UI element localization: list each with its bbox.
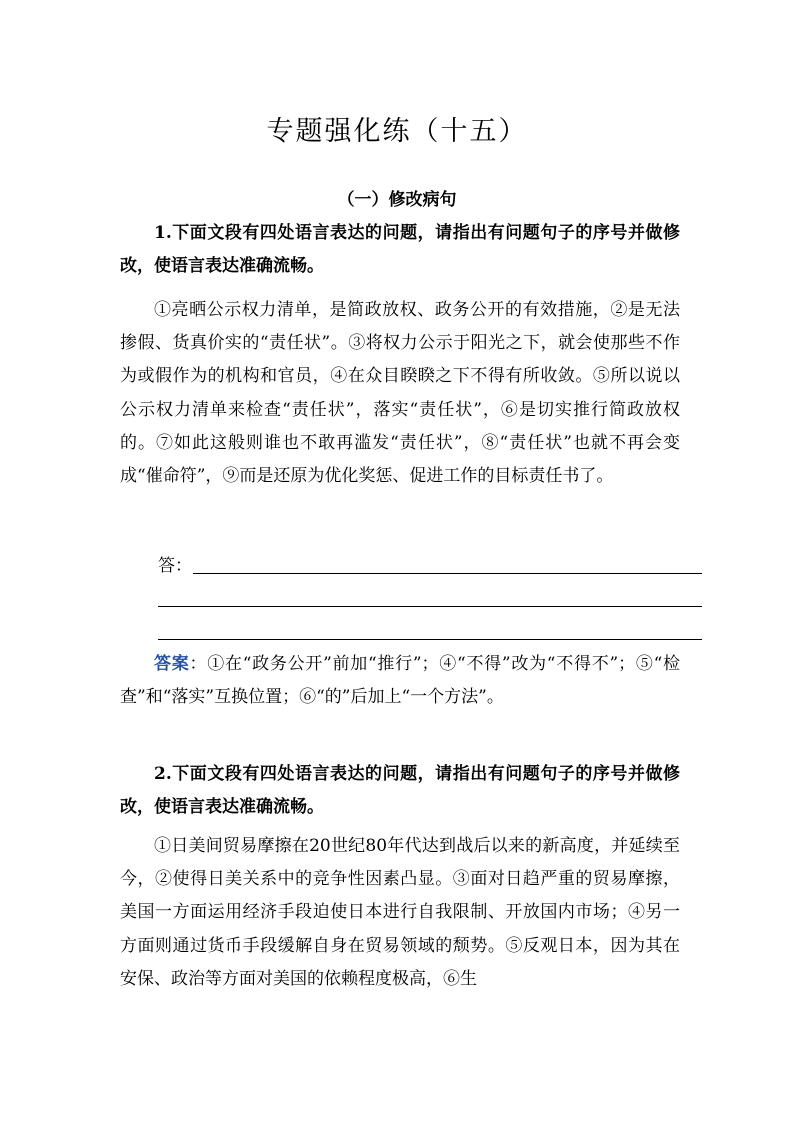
page-title: 专题强化练（十五） (266, 116, 528, 147)
answer-prefix: 答： (158, 556, 192, 576)
question-1-answer (120, 648, 680, 714)
question-2-prompt-text: 下面文段有四处语言表达的问题，请指出有问题句子的序号并做修改，使语言表达准确流畅。 (120, 764, 680, 818)
answer-colon: ： (189, 654, 208, 674)
question-1-number: 1. (154, 223, 172, 243)
answer-line-2[interactable] (158, 606, 702, 607)
question-1-prompt (120, 217, 680, 283)
answer-line-3[interactable] (158, 639, 702, 640)
answer-text: ①在“政务公开”前加“推行”；④“不得”改为“不得不”；⑤“检查”和“落实”互换位置；⑥“的”后加上“一个方法”。 (120, 654, 681, 708)
question-2-number: 2. (154, 764, 172, 784)
question-1-prompt-text: 下面文段有四处语言表达的问题，请指出有问题句子的序号并做修改，使语言表达准确流畅。 (120, 223, 680, 277)
question-1-passage: ①亮晒公示权力清单，是简政放权、政务公开的有效措施，②是无法掺假、货真价实的“责任状”。③将权力公示于阳光之下，就会使那些不作为或假作为的机构和官员，④在众目睽睽之下不得有所收敛。⑤所以说以公示权力清单来检查“责任状”，落实“责任状”，⑥是切实推行简政放权的。⑦如此这般则谁也不敢再滥发“责任状”，⑧“责任状”也就不再会变成“催命符”，⑨而是还原为优化奖惩、促进工作的目标责任书了。 (120, 300, 680, 487)
answer-label: 答案 (154, 654, 190, 674)
section-heading: （一）修改病句 (337, 190, 457, 210)
answer-line-1[interactable] (193, 573, 702, 574)
question-2-passage: ①日美间贸易摩擦在20世纪80年代达到战后以来的新高度，并延续至今，②使得日美关系中的竞争性因素凸显。③面对日趋严重的贸易摩擦，美国一方面运用经济手段迫使日本进行自我限制、开放国内市场；④另一方面则通过货币手段缓解自身在贸易领域的颓势。⑤反观日本，因为其在安保、政治等方面对美国的依赖程度极高，⑥生 (120, 836, 680, 989)
question-2-prompt (120, 758, 680, 824)
